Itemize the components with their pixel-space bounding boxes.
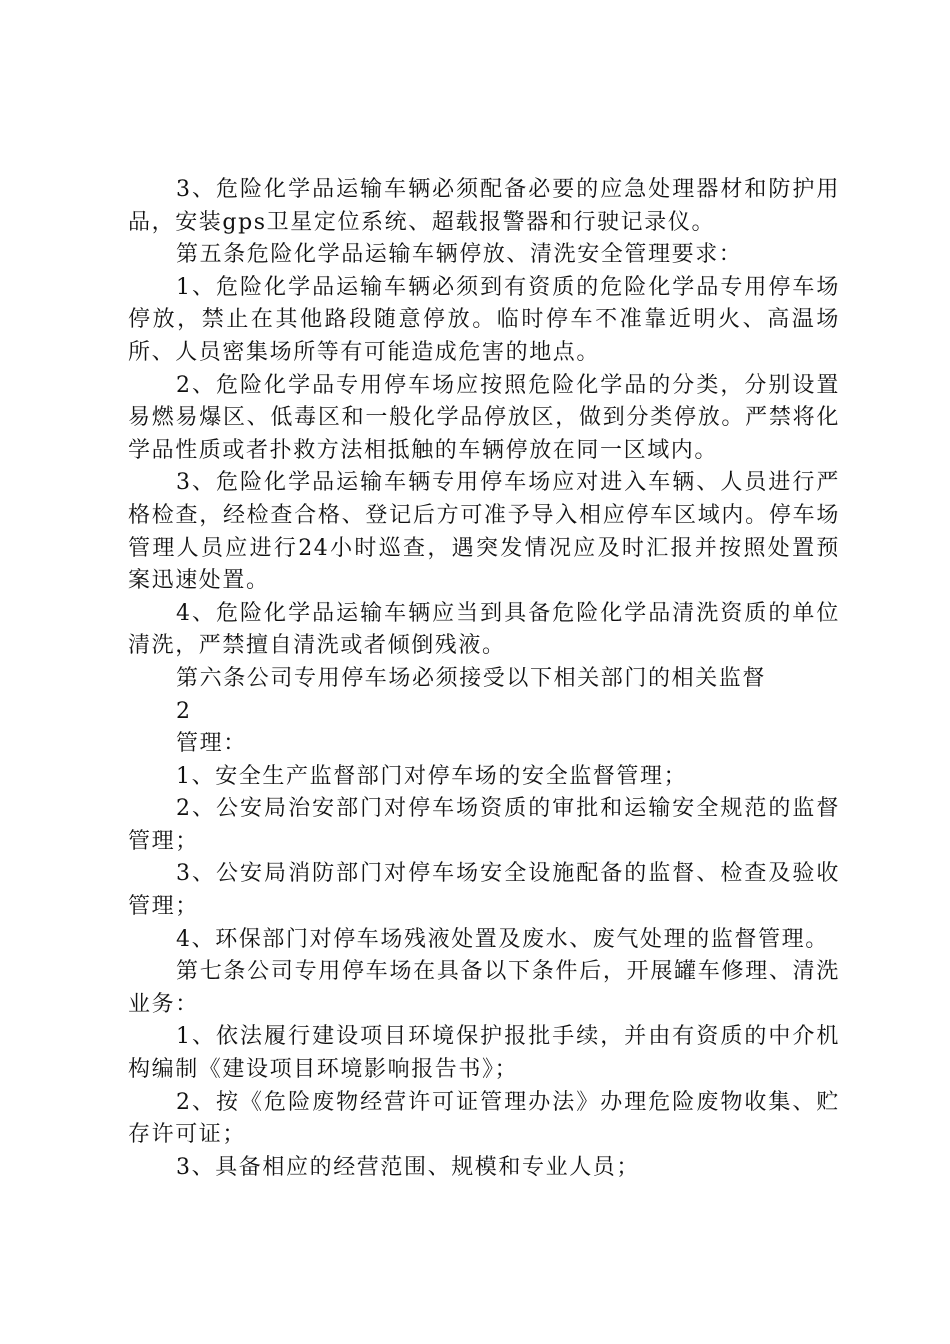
article-6-continuation: 管理： bbox=[176, 731, 247, 757]
paragraph-parking-inspection: 3、危险化学品运输车辆专用停车场应对进入车辆、人员进行严格检查，经检查合格、登记后方可准予导入相应停车区域内。停车场管理人员应进行24小时巡查，遇突发情况应及时汇报并按照处置预案迅速处置。 bbox=[128, 470, 840, 594]
paragraph-safety-supervision: 1、安全生产监督部门对停车场的安全监督管理； bbox=[176, 763, 688, 789]
paragraph-vehicle-equipment: 3、危险化学品运输车辆必须配备必要的应急处理器材和防护用品，安装gps卫星定位系统、超载报警器和行驶记录仪。 bbox=[128, 177, 840, 235]
page-number: 2 bbox=[176, 698, 192, 724]
article-6-heading: 第六条公司专用停车场必须接受以下相关部门的相关监督 bbox=[176, 665, 767, 691]
paragraph-hazardous-waste-permit: 2、按《危险废物经营许可证管理办法》办理危险废物收集、贮存许可证； bbox=[128, 1089, 840, 1148]
paragraph-parking-zones: 2、危险化学品专用停车场应按照危险化学品的分类，分别设置易燃易爆区、低毒区和一般化学品停放区，做到分类停放。严禁将化学品性质或者扑救方法相抵触的车辆停放在同一区域内。 bbox=[128, 372, 840, 463]
paragraph-fire-department: 3、公安局消防部门对停车场安全设施配备的监督、检查及验收管理； bbox=[128, 861, 840, 920]
paragraph-environmental-department: 4、环保部门对停车场残液处置及废水、废气处理的监督管理。 bbox=[176, 926, 829, 952]
document-body bbox=[128, 174, 840, 1184]
article-7-heading: 第七条公司专用停车场在具备以下条件后，开展罐车修理、清洗业务： bbox=[128, 959, 840, 1017]
paragraph-vehicle-cleaning: 4、危险化学品运输车辆应当到具备危险化学品清洗资质的单位清洗，严禁擅自清洗或者倾倒残液。 bbox=[128, 600, 840, 659]
paragraph-parking-location: 1、危险化学品运输车辆必须到有资质的危险化学品专用停车场停放，禁止在其他路段随意停放。临时停车不准靠近明火、高温场所、人员密集场所等有可能造成危害的地点。 bbox=[128, 274, 840, 365]
paragraph-public-security: 2、公安局治安部门对停车场资质的审批和运输安全规范的监督管理； bbox=[128, 796, 840, 854]
paragraph-business-scope: 3、具备相应的经营范围、规模和专业人员； bbox=[176, 1154, 640, 1180]
paragraph-environmental-report: 1、依法履行建设项目环境保护报批手续，并由有资质的中介机构编制《建设项目环境影响报告书》； bbox=[128, 1024, 840, 1083]
article-5-heading: 第五条危险化学品运输车辆停放、清洗安全管理要求： bbox=[176, 242, 743, 268]
